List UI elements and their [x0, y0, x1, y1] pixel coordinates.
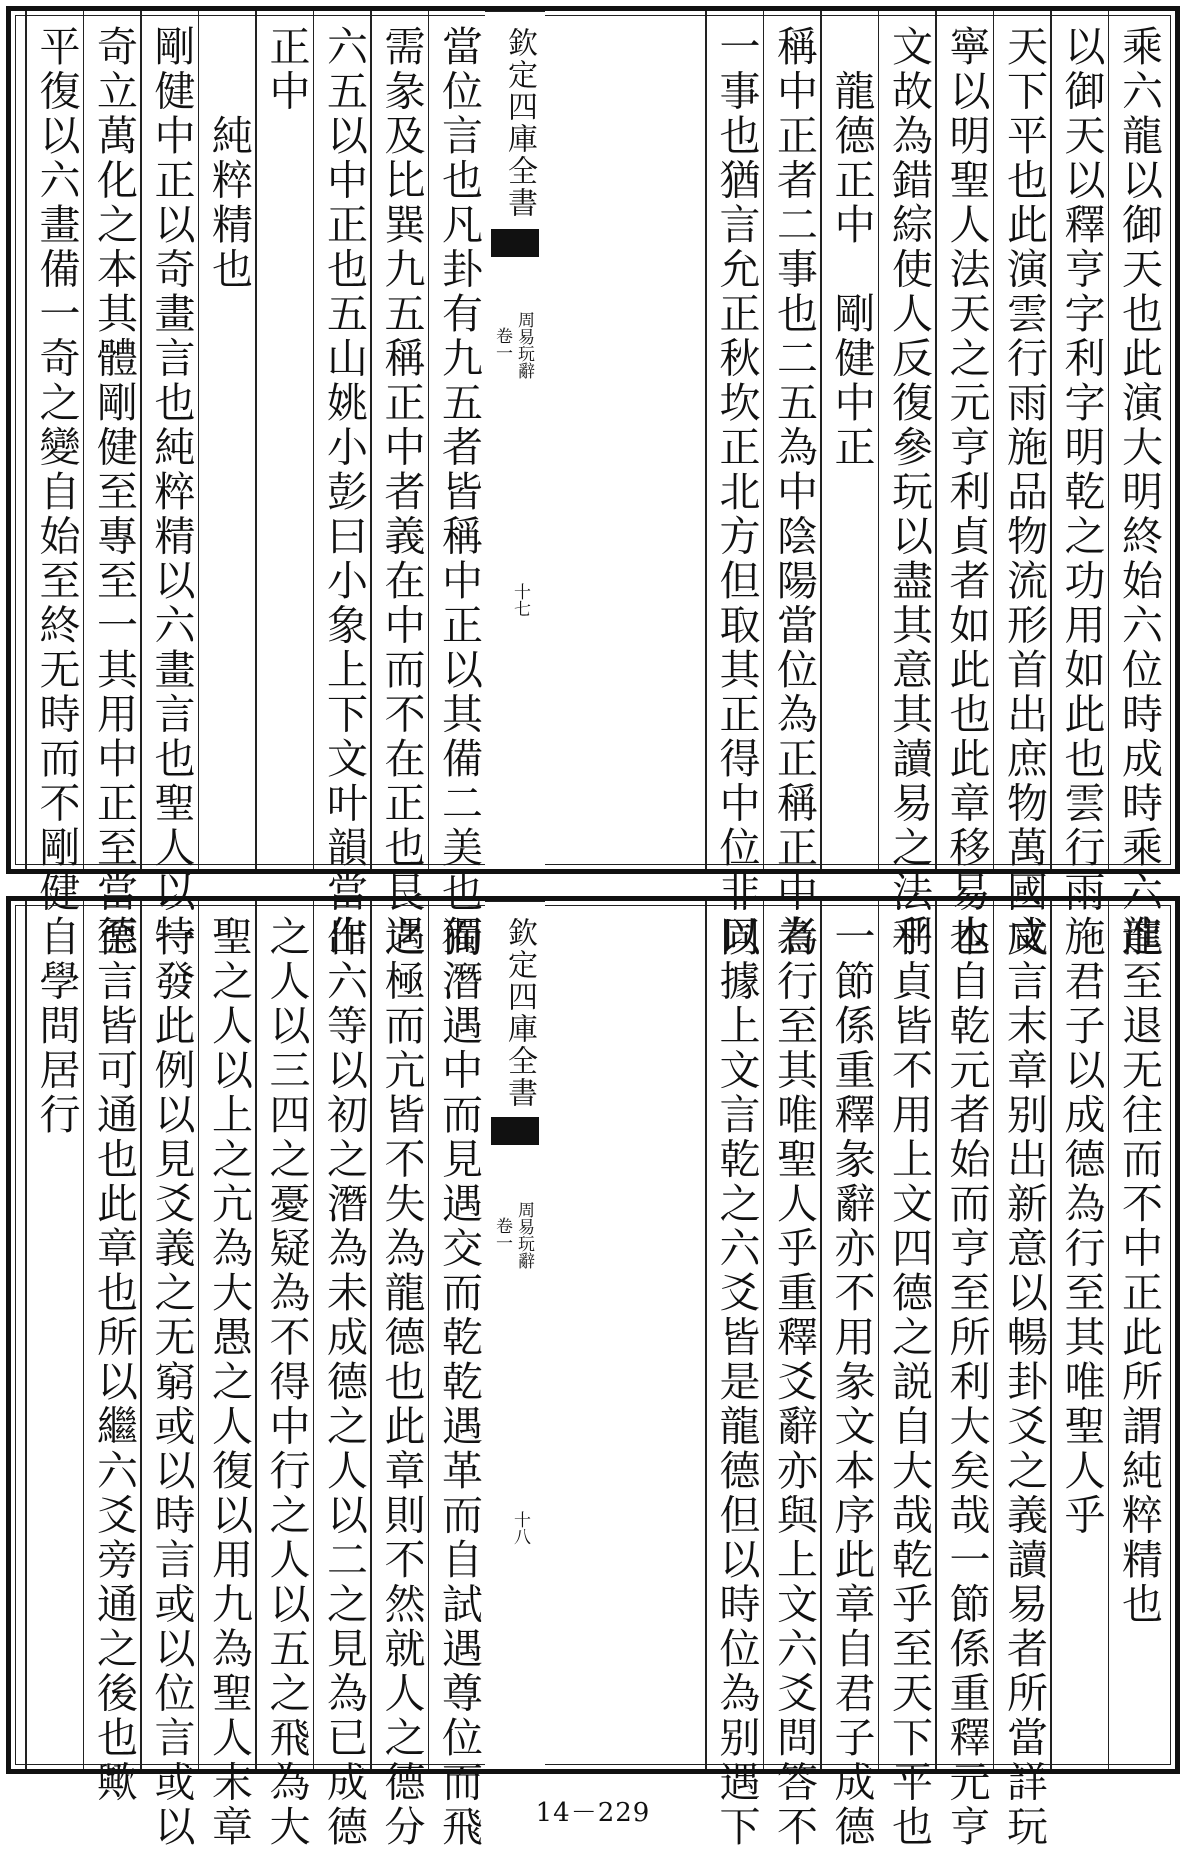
- top-text-column: 平復以六畫備一奇之變自始至終无時而不剛健自: [32, 25, 81, 960]
- top-text-column: 純粹精也: [205, 25, 253, 292]
- bottom-folio: 十八: [510, 1511, 530, 1545]
- bottom-text-column: 出六等以初之潛為未成德之人以二之見為已成德: [320, 915, 368, 1850]
- bottom-text-column: 德言皆可通也此章也所以繼六爻旁通之後也歟: [90, 915, 138, 1805]
- bottom-column-rule: [25, 901, 27, 1769]
- bottom-text-column: 同據上文言乾之六爻皆是龍德但以時位為别遇下: [712, 915, 761, 1850]
- top-book-title: 周易玩辭: [514, 311, 534, 379]
- top-column-rule: [313, 11, 315, 869]
- bottom-column-rule: [705, 901, 707, 1769]
- bottom-column-rule: [198, 901, 200, 1769]
- bottom-fishtail-mark: [491, 1117, 539, 1145]
- bottom-text-column: 利貞皆不用上文四德之説自大哉乾乎至天下平也: [885, 915, 933, 1850]
- bottom-text-column: 為行至其唯聖人乎重釋爻辭亦與上文六爻問答不: [770, 915, 818, 1850]
- top-text-column: 六五以中正也五山姚小彭曰小象上下文叶韻當作: [320, 25, 368, 960]
- page-number: 14－229: [535, 1798, 651, 1828]
- top-column-rule: [705, 11, 707, 869]
- top-text-column: 寧以明聖人法天之元亨利貞者如此也此章移易本: [942, 25, 991, 960]
- top-column-rule: [83, 11, 85, 869]
- bottom-text-column: 君子以成德為行至其唯聖人乎: [1057, 915, 1106, 1538]
- top-text-column: 乘六龍以御天也此演大明終始六位時成時乘六龍: [1115, 25, 1163, 960]
- bottom-center-column: [485, 901, 545, 1769]
- top-text-column: 龍德正中 剛健中正: [827, 25, 876, 470]
- bottom-column-rule: [993, 901, 995, 1769]
- top-column-rule: [255, 11, 257, 869]
- top-column-rule: [935, 11, 937, 869]
- top-text-column: 稱中正者二事也二五為中陰陽當位為正稱正中者: [770, 25, 818, 960]
- bottom-text-column: 之人以三四之憂疑為不得中行之人以五之飛為大: [262, 915, 311, 1850]
- top-text-column: 剛健中正以奇畫言也純粹精以六畫言也聖人以一: [147, 25, 196, 960]
- bottom-text-column: 遇極而亢皆不失為龍德也此章則不然就人之德分: [377, 915, 426, 1850]
- bottom-column-rule: [370, 901, 372, 1769]
- bottom-header-title: 欽定四庫全書: [502, 917, 537, 1109]
- top-volume: 卷一: [492, 327, 512, 361]
- bottom-column-rule: [763, 901, 765, 1769]
- top-column-rule: [1108, 11, 1110, 869]
- bottom-column-rule: [428, 901, 430, 1769]
- top-text-column: 文故為錯綜使人反復參玩以盡其意其讀易之法乎: [885, 25, 933, 960]
- bottom-column-rule: [935, 901, 937, 1769]
- bottom-text-column: 一節係重釋彖辭亦不用彖文本序此章自君子成德: [827, 915, 876, 1850]
- bottom-text-column: 進至退无往而不中正此所謂純粹精也: [1115, 915, 1163, 1627]
- top-center-column: [485, 11, 545, 869]
- top-text-column: 天下平也此演雲行雨施品物流形首出庶物萬國咸: [1000, 25, 1048, 960]
- bottom-column-rule: [1050, 901, 1052, 1769]
- bottom-volume: 卷一: [492, 1217, 512, 1251]
- top-page: [6, 6, 1180, 960]
- top-text-column: 一事也猶言允正秋坎正北方但取其正得中位非以: [712, 25, 761, 960]
- top-fishtail-mark: [491, 229, 539, 257]
- bottom-column-rule: [140, 901, 142, 1769]
- bottom-text-column: 文言末章别出新意以暢卦爻之義讀易者所當詳玩: [1000, 915, 1048, 1850]
- top-column-rule: [198, 11, 200, 869]
- top-column-rule: [878, 11, 880, 869]
- top-column-rule: [25, 11, 27, 869]
- top-column-rule: [820, 11, 822, 869]
- bottom-column-rule: [878, 901, 880, 1769]
- top-text-column: 正中: [262, 25, 311, 114]
- bottom-column-rule: [83, 901, 85, 1769]
- top-text-column: 當位言也凡卦有九五者皆稱中正以其備二美也獨: [435, 25, 483, 960]
- top-header-title: 欽定四庫全書: [502, 27, 537, 219]
- bottom-text-column: 特發此例以見爻義之无窮或以時言或以位言或以: [147, 915, 196, 1850]
- top-column-rule: [428, 11, 430, 869]
- bottom-column-rule: [255, 901, 257, 1769]
- top-column-rule: [140, 11, 142, 869]
- top-column-rule: [763, 11, 765, 869]
- top-text-column: 以御天以釋亨字利字明乾之功用如此也雲行雨施: [1057, 25, 1106, 960]
- bottom-book-title: 周易玩辭: [514, 1201, 534, 1269]
- top-text-column: 奇立萬化之本其體剛健至專至一其用中正至當至: [90, 25, 138, 960]
- bottom-column-rule: [313, 901, 315, 1769]
- top-column-rule: [370, 11, 372, 869]
- top-column-rule: [993, 11, 995, 869]
- top-folio: 十七: [510, 583, 530, 617]
- bottom-text-column: 也自乾元者始而亨至所利大矣哉一節係重釋元亨: [942, 915, 991, 1850]
- bottom-column-rule: [1108, 901, 1110, 1769]
- bottom-text-column: 聖之人以上之亢為大愚之人復以用九為聖人末章: [205, 915, 253, 1850]
- bottom-text-column: 而潛遇中而見遇交而乾乾遇革而自試遇尊位而飛: [435, 915, 483, 1850]
- bottom-text-column: 學問居行: [32, 915, 81, 1138]
- top-text-column: 需彖及比巽九五稱正中者義在中而不在正也艮之: [377, 25, 426, 960]
- bottom-column-rule: [820, 901, 822, 1769]
- top-column-rule: [1050, 11, 1052, 869]
